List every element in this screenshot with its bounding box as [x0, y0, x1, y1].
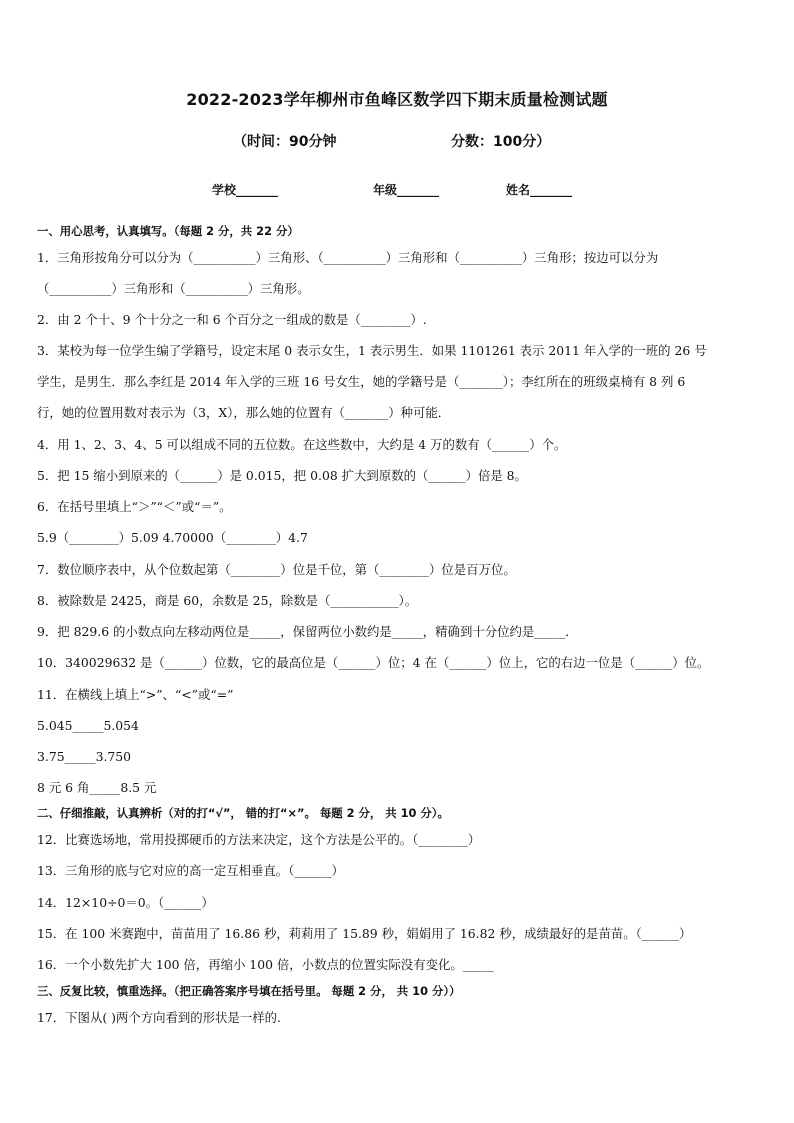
exam-time: （时间：90分钟 — [233, 134, 337, 150]
grade-field[interactable]: 年级_______ — [373, 183, 440, 197]
question-11-item-2: 3.75_____3.750 — [37, 749, 132, 764]
question-13: 13．三角形的底与它对应的高一定互相垂直。（______） — [37, 863, 344, 878]
section-heading-3: 三、反复比较，慎重选择。（把正确答案序号填在括号里。 每题 2 分， 共 10 分）） — [37, 984, 461, 998]
question-15: 15．在 100 米赛跑中，苗苗用了 16.86 秒，莉莉用了 15.89 秒，娟娟用了 16.82 秒，成绩最好的是苗苗。（______） — [37, 926, 692, 941]
question-14: 14．12×10÷0＝0。（______） — [37, 895, 214, 910]
question-11-item-1: 5.045_____5.054 — [37, 718, 139, 733]
question-2: 2．由 2 个十、9 个十分之一和 6 个百分之一组成的数是（________）. — [37, 312, 427, 327]
question-3-line-3: 行，她的位置用数对表示为（3，X），那么她的位置有（_______）种可能． — [37, 405, 451, 420]
exam-score: 分数：100分） — [451, 134, 551, 150]
question-10: 10．340029632 是（______）位数，它的最高位是（______）位；4 在（______）位上，它的右边一位是（______）位。 — [37, 655, 710, 670]
question-6-items: 5.9（________）5.09 4.70000（________）4.7 — [37, 530, 308, 545]
name-field[interactable]: 姓名_______ — [506, 183, 573, 197]
question-12: 12．比赛选场地，常用投掷硬币的方法来决定，这个方法是公平的。（________） — [37, 832, 481, 847]
question-3-line-2: 学生，是男生．那么李红是 2014 年入学的三班 16 号女生，她的学籍号是（_______）；李红所在的班级桌椅有 8 列 6 — [37, 374, 686, 389]
section-heading-2: 二、仔细推敲，认真辨析（对的打“√”， 错的打“×”。 每题 2 分， 共 10 分）。 — [37, 806, 449, 820]
question-3-line-1: 3．某校为每一位学生编了学籍号，设定末尾 0 表示女生，1 表示男生．如果 1101261 表示 2011 年入学的一班的 26 号 — [37, 343, 707, 358]
page-title: 2022-2023学年柳州市鱼峰区数学四下期末质量检测试题 — [186, 90, 608, 109]
question-7: 7．数位顺序表中，从个位数起第（________）位是千位，第（________）位是百万位。 — [37, 562, 516, 577]
question-1-line-2: （__________）三角形和（__________）三角形。 — [37, 281, 310, 296]
school-field[interactable]: 学校_______ — [212, 183, 279, 197]
question-16: 16．一个小数先扩大 100 倍，再缩小 100 倍，小数点的位置实际没有变化。_____ — [37, 957, 494, 972]
question-1-line-1: 1．三角形按角分可以分为（__________）三角形、（__________）三角形和（__________）三角形；按边可以分为 — [37, 250, 659, 265]
question-6: 6．在括号里填上“＞”“＜”或“＝”。 — [37, 499, 232, 514]
section-heading-1: 一、用心思考，认真填写。（每题 2 分，共 22 分） — [37, 224, 299, 238]
question-11: 11．在横线上填上“>”、“<”或“=” — [37, 687, 234, 702]
question-11-item-3: 8 元 6 角_____8.5 元 — [37, 780, 157, 795]
question-17: 17．下图从( )两个方向看到的形状是一样的. — [37, 1010, 281, 1025]
question-5: 5．把 15 缩小到原来的（______）是 0.015，把 0.08 扩大到原数的（______）倍是 8。 — [37, 468, 527, 483]
question-4: 4．用 1、2、3、4、5 可以组成不同的五位数。在这些数中，大约是 4 万的数有（______）个。 — [37, 437, 567, 452]
question-9: 9．把 829.6 的小数点向左移动两位是_____，保留两位小数约是_____，精确到十分位约是_____． — [37, 624, 578, 639]
question-8: 8．被除数是 2425，商是 60，余数是 25，除数是（___________）。 — [37, 593, 418, 608]
